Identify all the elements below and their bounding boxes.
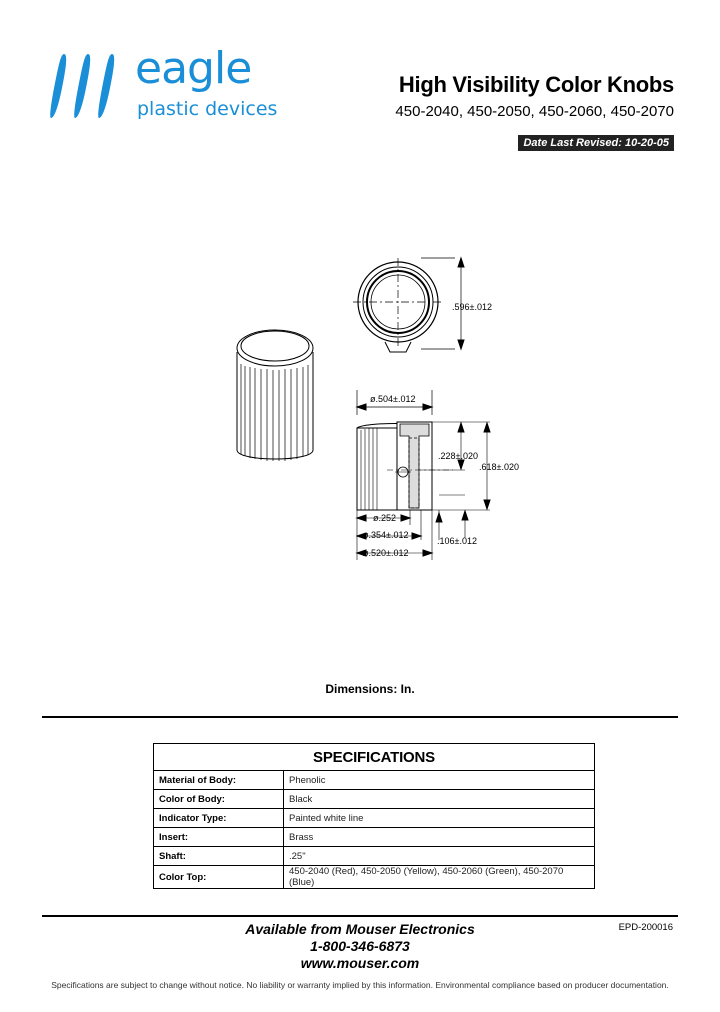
logo-wordmark: eagle	[135, 43, 252, 94]
document-number: EPD-200016	[618, 922, 673, 933]
spec-label: Shaft:	[154, 847, 284, 866]
dim-bore-diameter: ø.252	[373, 513, 397, 523]
availability-block	[0, 921, 720, 972]
spec-label: Indicator Type:	[154, 809, 284, 828]
spec-value: Phenolic	[284, 771, 595, 790]
divider-top	[42, 716, 678, 718]
date-revised-badge: Date Last Revised: 10-20-05	[518, 135, 674, 151]
table-row	[154, 866, 595, 889]
website-link[interactable]: www.mouser.com	[300, 955, 420, 971]
table-row	[154, 828, 595, 847]
table-row	[154, 847, 595, 866]
dim-insert-diameter: ø.354±.012	[363, 530, 409, 540]
knob-top-view	[353, 258, 464, 352]
phone-number: 1-800-346-6873	[310, 938, 410, 954]
specifications-table	[153, 743, 595, 889]
spec-value: Painted white line	[284, 809, 595, 828]
dim-base-height: .106±.012	[437, 536, 477, 546]
dim-base-diameter: ø.520±.012	[363, 548, 409, 558]
spec-label: Insert:	[154, 828, 284, 847]
disclaimer: Specifications are subject to change without notice. No liability or warranty implied by this information. Environmental compliance based on producer documentation.	[51, 980, 669, 990]
specifications-heading: SPECIFICATIONS	[154, 744, 595, 771]
page-title: High Visibility Color Knobs	[398, 72, 674, 97]
logo-subtitle: plastic devices	[137, 98, 278, 120]
spec-label: Material of Body:	[154, 771, 284, 790]
spec-value: Brass	[284, 828, 595, 847]
dim-outer-diameter: ø.504±.012	[370, 394, 416, 404]
dim-insert-depth: .228±.020	[438, 451, 478, 461]
divider-bottom	[42, 915, 678, 917]
spec-value: 450-2040 (Red), 450-2050 (Yellow), 450-2060 (Green), 450-2070 (Blue)	[284, 866, 595, 889]
dimensions-unit-label: Dimensions: In.	[325, 682, 415, 696]
spec-label: Color Top:	[154, 866, 284, 889]
table-row	[154, 771, 595, 790]
dim-total-height: .618±.020	[479, 462, 519, 472]
knob-technical-drawing	[225, 240, 545, 580]
dim-top-height: .596±.012	[452, 302, 492, 312]
part-numbers: 450-2040, 450-2050, 450-2060, 450-2070	[395, 103, 674, 120]
eagle-logo-stripes-icon	[50, 48, 130, 123]
knob-3d-illustration	[237, 330, 313, 461]
available-from: Available from Mouser Electronics	[245, 921, 475, 937]
spec-label: Color of Body:	[154, 790, 284, 809]
table-row	[154, 790, 595, 809]
table-row	[154, 809, 595, 828]
spec-value: Black	[284, 790, 595, 809]
spec-value: .25"	[284, 847, 595, 866]
